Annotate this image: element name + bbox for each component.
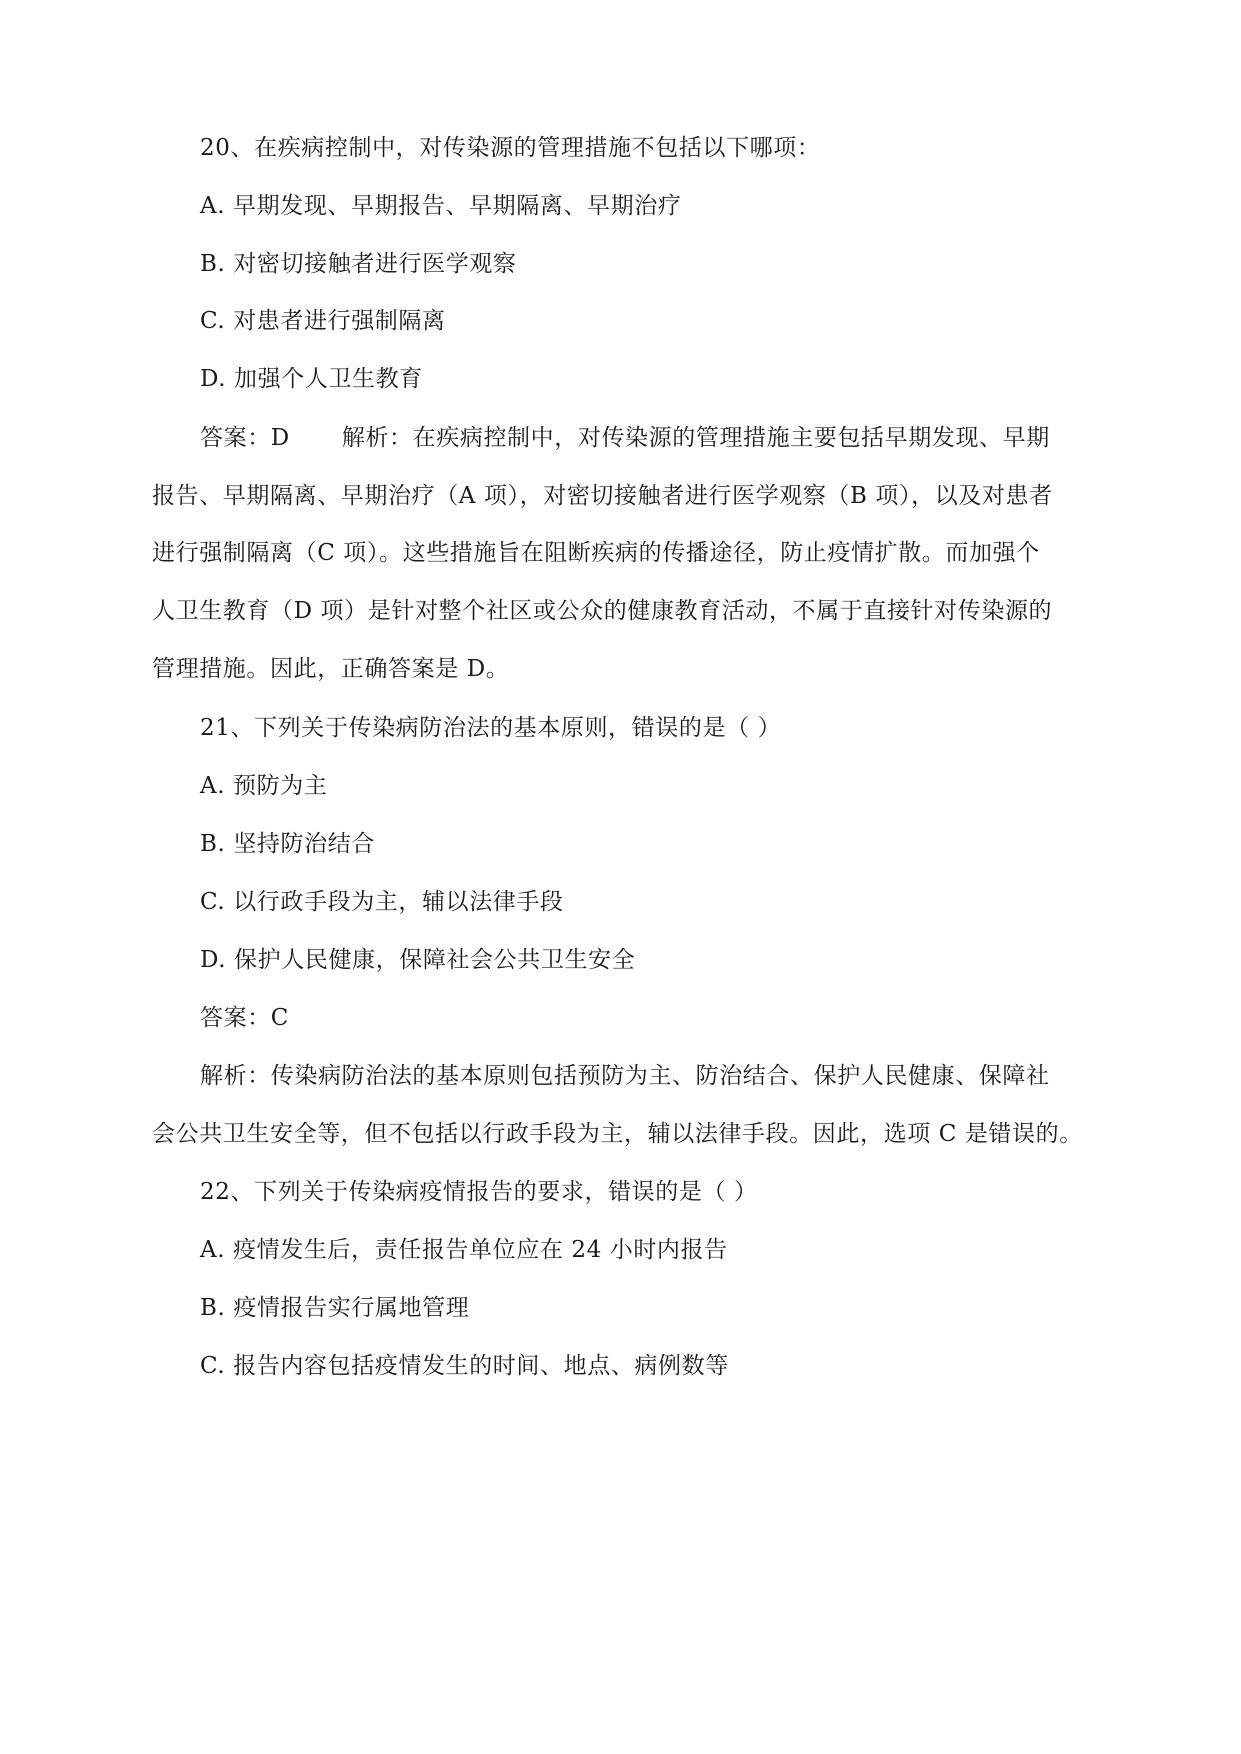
question-21-explanation-line-2: 会公共卫生安全等，但不包括以行政手段为主，辅以法律手段。因此，选项 C 是错误的。 — [152, 1121, 1083, 1147]
question-20-answer-row — [200, 423, 1050, 453]
question-21-explanation-line-1: 解析：传染病防治法的基本原则包括预防为主、防治结合、保护人民健康、保障社 — [200, 1063, 1050, 1089]
question-22-option-c: C. 报告内容包括疫情发生的时间、地点、病例数等 — [200, 1353, 729, 1379]
question-21-option-b: B. 坚持防治结合 — [200, 831, 375, 857]
question-20-explanation-line-1: 解析：在疾病控制中，对传染源的管理措施主要包括早期发现、早期 — [341, 425, 1050, 451]
question-22-option-b: B. 疫情报告实行属地管理 — [200, 1295, 470, 1321]
question-20-option-c: C. 对患者进行强制隔离 — [200, 308, 446, 334]
question-21-stem: 21、下列关于传染病防治法的基本原则，错误的是（ ） — [200, 715, 782, 741]
question-20-explanation-line-4: 人卫生教育（D 项）是针对整个社区或公众的健康教育活动，不属于直接针对传染源的 — [152, 598, 1053, 624]
question-21-option-c: C. 以行政手段为主，辅以法律手段 — [200, 889, 564, 915]
question-21-option-a: A. 预防为主 — [200, 773, 328, 799]
question-22-stem: 22、下列关于传染病疫情报告的要求，错误的是（ ） — [200, 1179, 758, 1205]
question-21-option-d: D. 保护人民健康，保障社会公共卫生安全 — [200, 947, 636, 973]
question-20-option-a: A. 早期发现、早期报告、早期隔离、早期治疗 — [200, 193, 682, 219]
question-20-option-d: D. 加强个人卫生教育 — [200, 366, 423, 392]
question-20-option-b: B. 对密切接触者进行医学观察 — [200, 251, 517, 277]
question-21-answer: 答案：C — [200, 1005, 289, 1031]
question-20-stem: 20、在疾病控制中，对传染源的管理措施不包括以下哪项： — [200, 135, 821, 161]
question-20-explanation-line-5: 管理措施。因此，正确答案是 D。 — [152, 656, 510, 682]
question-20-answer: 答案：D — [200, 425, 290, 451]
question-22-option-a: A. 疫情发生后，责任报告单位应在 24 小时内报告 — [200, 1237, 728, 1263]
question-20-explanation-line-3: 进行强制隔离（C 项）。这些措施旨在阻断疾病的传播途径，防止疫情扩散。而加强个 — [152, 540, 1040, 566]
question-20-explanation-line-2: 报告、早期隔离、早期治疗（A 项），对密切接触者进行医学观察（B 项），以及对患者 — [152, 483, 1053, 509]
